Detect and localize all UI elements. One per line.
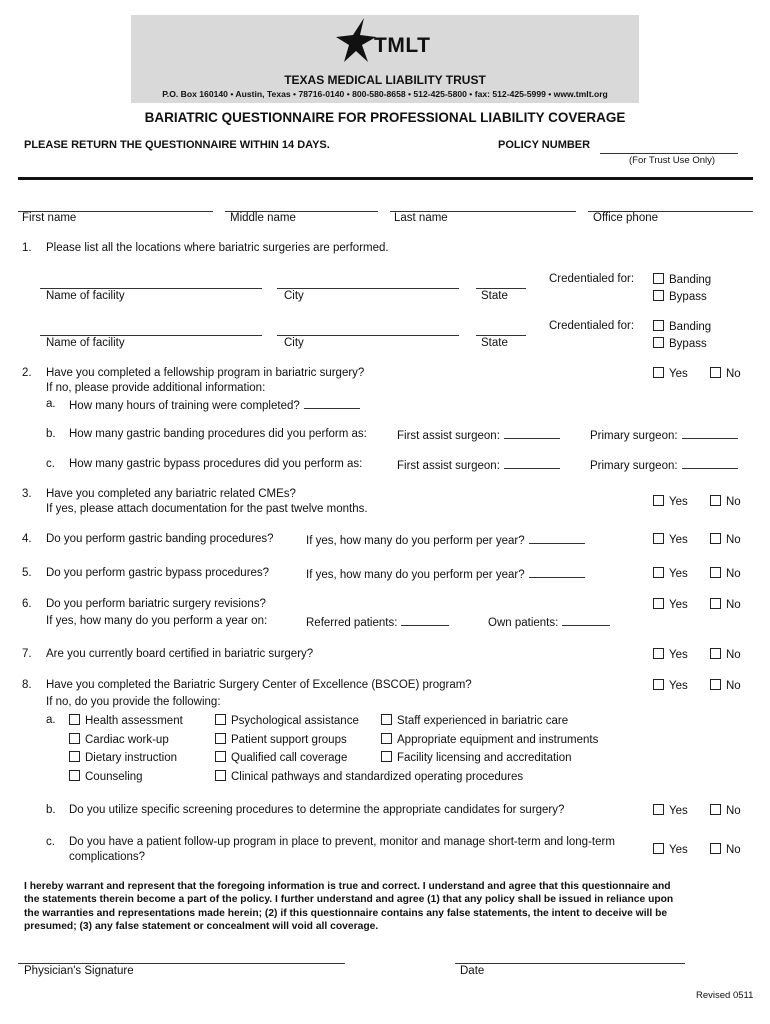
q8b-yes-option[interactable]: Yes xyxy=(653,804,688,817)
q4-follow: If yes, how many do you perform per year? xyxy=(306,533,585,547)
q8-sub: If no, do you provide the following: xyxy=(46,696,221,708)
q6-own-field[interactable] xyxy=(562,615,610,626)
bypass-1-option[interactable]: Bypass xyxy=(653,290,707,303)
q1-text: Please list all the locations where bariatric surgeries are performed. xyxy=(46,242,389,254)
policy-number-field[interactable] xyxy=(600,153,738,154)
counseling-checkbox[interactable] xyxy=(69,770,80,781)
option-staff-experienced[interactable]: Staff experienced in bariatric care xyxy=(381,714,568,727)
q5-yes-option[interactable]: Yes xyxy=(653,567,688,580)
q5-text: Do you perform gastric bypass procedures? xyxy=(46,567,270,579)
q6-yes-option[interactable]: Yes xyxy=(653,598,688,611)
q3-number: 3. xyxy=(22,488,32,500)
q8c-no-checkbox[interactable] xyxy=(710,843,721,854)
q8c-letter: c. xyxy=(46,836,55,848)
option-appropriate-equipment[interactable]: Appropriate equipment and instruments xyxy=(381,733,598,746)
q6-no-checkbox[interactable] xyxy=(710,598,721,609)
q6-referred: Referred patients: xyxy=(306,615,449,629)
banding-2-option[interactable]: Banding xyxy=(653,320,711,333)
state-2-label: State xyxy=(481,337,508,349)
q2b-primary-field[interactable] xyxy=(682,428,738,439)
state-2-field[interactable] xyxy=(476,335,526,336)
credentialed-2-label: Credentialed for: xyxy=(549,320,635,332)
appropriate-equipment-checkbox[interactable] xyxy=(381,733,392,744)
qualified-call-coverage-checkbox[interactable] xyxy=(215,751,226,762)
q2b-first-assist-field[interactable] xyxy=(504,428,560,439)
option-qualified-call-coverage[interactable]: Qualified call coverage xyxy=(215,751,347,764)
state-1-field[interactable] xyxy=(476,288,526,289)
warranty-line: I hereby warrant and represent that the foregoing information is true and correct. I understand and agree that this questionnaire and xyxy=(24,881,671,892)
q2-yes-checkbox[interactable] xyxy=(653,367,664,378)
q6-own: Own patients: xyxy=(488,615,610,629)
option-dietary-instruction[interactable]: Dietary instruction xyxy=(69,751,177,764)
letterhead xyxy=(131,15,639,103)
q7-no-checkbox[interactable] xyxy=(710,648,721,659)
q2-sub: If no, please provide additional information: xyxy=(46,382,266,394)
q2c-primary-field[interactable] xyxy=(682,458,738,469)
q6-text: Do you perform bariatric surgery revisions? xyxy=(46,598,266,610)
logo-text: TMLT xyxy=(374,34,431,57)
q6-number: 6. xyxy=(22,598,32,610)
org-address: P.O. Box 160140 • Austin, Texas • 78716-0140 • 800-580-8658 • 512-425-5800 • fax: 512-425-5999 • www.tmlt.org xyxy=(162,89,608,99)
bypass-1-checkbox[interactable] xyxy=(653,290,664,301)
q2b-letter: b. xyxy=(46,428,56,440)
q8b-yes-checkbox[interactable] xyxy=(653,804,664,815)
banding-1-option[interactable]: Banding xyxy=(653,273,711,286)
physician-signature-label: Physician's Signature xyxy=(24,965,134,977)
warranty-line: the statements therein become a part of the policy. I further understand and agree (1) that any policy shall be issued in reliance upon xyxy=(24,894,674,906)
q8c-text-line2: complications? xyxy=(69,851,146,863)
office-phone-label: Office phone xyxy=(593,212,659,224)
q3-no-option[interactable]: No xyxy=(710,495,741,508)
q2c-text: How many gastric bypass procedures did you perform as: xyxy=(69,458,363,470)
q4-no-option[interactable]: No xyxy=(710,533,741,546)
q2a-letter: a. xyxy=(46,398,56,410)
clinical-pathways-checkbox[interactable] xyxy=(215,770,226,781)
physician-signature-field[interactable] xyxy=(18,963,345,964)
q8c-no-option[interactable]: No xyxy=(710,843,741,856)
q8b-letter: b. xyxy=(46,804,56,816)
q7-number: 7. xyxy=(22,648,32,660)
credentialed-1-label: Credentialed for: xyxy=(549,273,635,285)
q2c-primary: Primary surgeon: xyxy=(590,458,738,472)
q8-number: 8. xyxy=(22,679,32,691)
q8-text: Have you completed the Bariatric Surgery Center of Excellence (BSCOE) program? xyxy=(46,679,472,691)
q2-no-option[interactable]: No xyxy=(710,367,741,380)
bypass-2-option[interactable]: Bypass xyxy=(653,337,707,350)
state-1-label: State xyxy=(481,290,508,302)
q2a-item: How many hours of training were completed? xyxy=(69,398,360,412)
option-cardiac-work-up[interactable]: Cardiac work-up xyxy=(69,733,169,746)
option-health-assessment[interactable]: Health assessment xyxy=(69,714,183,727)
facility-1-field[interactable] xyxy=(40,288,262,289)
q8-no-checkbox[interactable] xyxy=(710,679,721,690)
city-2-label: City xyxy=(284,337,304,349)
q2-no-checkbox[interactable] xyxy=(710,367,721,378)
patient-support-groups-checkbox[interactable] xyxy=(215,733,226,744)
facility-1-label: Name of facility xyxy=(46,290,125,302)
q4-text: Do you perform gastric banding procedures? xyxy=(46,533,274,545)
q3-no-checkbox[interactable] xyxy=(710,495,721,506)
middle-name-label: Middle name xyxy=(230,212,296,224)
last-name-label: Last name xyxy=(394,212,448,224)
q8-yes-option[interactable]: Yes xyxy=(653,679,688,692)
q4-number: 4. xyxy=(22,533,32,545)
staff-experienced-checkbox[interactable] xyxy=(381,714,392,725)
q6-sub: If yes, how many do you perform a year on: xyxy=(46,615,268,627)
q7-yes-option[interactable]: Yes xyxy=(653,648,688,661)
q2b-first-assist: First assist surgeon: xyxy=(397,428,560,442)
header-divider xyxy=(18,177,753,180)
q2-text: Have you completed a fellowship program in bariatric surgery? xyxy=(46,367,365,379)
q4-count-field[interactable] xyxy=(529,533,585,544)
q7-no-option[interactable]: No xyxy=(710,648,741,661)
form-title: BARIATRIC QUESTIONNAIRE FOR PROFESSIONAL LIABILITY COVERAGE xyxy=(144,110,626,125)
q8a-letter: a. xyxy=(46,714,56,726)
q8c-yes-checkbox[interactable] xyxy=(653,843,664,854)
q2a-field[interactable] xyxy=(304,398,360,409)
q3-text: Have you completed any bariatric related CMEs? xyxy=(46,488,296,500)
date-label: Date xyxy=(460,965,485,977)
banding-2-checkbox[interactable] xyxy=(653,320,664,331)
warranty-statement xyxy=(24,880,746,934)
q4-yes-option[interactable]: Yes xyxy=(653,533,688,546)
psychological-assistance-checkbox[interactable] xyxy=(215,714,226,725)
q5-number: 5. xyxy=(22,567,32,579)
q3-yes-option[interactable]: Yes xyxy=(653,495,688,508)
q2b-primary: Primary surgeon: xyxy=(590,428,738,442)
option-clinical-pathways[interactable]: Clinical pathways and standardized operating procedures xyxy=(215,770,523,783)
return-notice: PLEASE RETURN THE QUESTIONNAIRE WITHIN 14 DAYS. xyxy=(24,139,330,151)
option-facility-licensing[interactable]: Facility licensing and accreditation xyxy=(381,751,572,764)
q5-no-checkbox[interactable] xyxy=(710,567,721,578)
q5-no-option[interactable]: No xyxy=(710,567,741,580)
facility-licensing-checkbox[interactable] xyxy=(381,751,392,762)
cardiac-work-up-checkbox[interactable] xyxy=(69,733,80,744)
first-name-label: First name xyxy=(22,212,77,224)
q3-yes-checkbox[interactable] xyxy=(653,495,664,506)
q8c-text-line1: Do you have a patient follow-up program in place to prevent, monitor and manage short-term and long-term xyxy=(69,836,615,848)
q6-yes-checkbox[interactable] xyxy=(653,598,664,609)
health-assessment-checkbox[interactable] xyxy=(69,714,80,725)
q4-no-checkbox[interactable] xyxy=(710,533,721,544)
q5-yes-checkbox[interactable] xyxy=(653,567,664,578)
option-psychological-assistance[interactable]: Psychological assistance xyxy=(215,714,359,727)
policy-number-label: POLICY NUMBER xyxy=(498,139,591,151)
org-name: TEXAS MEDICAL LIABILITY TRUST xyxy=(284,73,486,87)
q2b-text: How many gastric banding procedures did you perform as: xyxy=(69,428,367,440)
q1-number: 1. xyxy=(22,242,32,254)
option-counseling[interactable]: Counseling xyxy=(69,770,143,783)
bypass-2-checkbox[interactable] xyxy=(653,337,664,348)
q6-referred-field[interactable] xyxy=(401,615,449,626)
q5-count-field[interactable] xyxy=(529,567,585,578)
q6-no-option[interactable]: No xyxy=(710,598,741,611)
banding-1-checkbox[interactable] xyxy=(653,273,664,284)
city-1-field[interactable] xyxy=(277,288,459,289)
q2c-letter: c. xyxy=(46,458,55,470)
q8-yes-checkbox[interactable] xyxy=(653,679,664,690)
city-2-field[interactable] xyxy=(277,335,459,336)
facility-2-field[interactable] xyxy=(40,335,262,336)
date-field[interactable] xyxy=(455,963,685,964)
option-patient-support-groups[interactable]: Patient support groups xyxy=(215,733,347,746)
facility-2-label: Name of facility xyxy=(46,337,125,349)
q7-yes-checkbox[interactable] xyxy=(653,648,664,659)
q2c-first-assist: First assist surgeon: xyxy=(397,458,560,472)
revision-note: Revised 0511 xyxy=(696,990,754,1001)
q8b-no-checkbox[interactable] xyxy=(710,804,721,815)
q7-text: Are you currently board certified in bariatric surgery? xyxy=(46,648,314,660)
q4-yes-checkbox[interactable] xyxy=(653,533,664,544)
warranty-line: presumed; (3) any false statement or concealment will void all coverage. xyxy=(24,921,379,933)
q8-no-option[interactable]: No xyxy=(710,679,741,692)
dietary-instruction-checkbox[interactable] xyxy=(69,751,80,762)
q2-number: 2. xyxy=(22,367,32,379)
q8b-no-option[interactable]: No xyxy=(710,804,741,817)
q2-yes-option[interactable]: Yes xyxy=(653,367,688,380)
q8c-yes-option[interactable]: Yes xyxy=(653,843,688,856)
q3-sub: If yes, please attach documentation for the past twelve months. xyxy=(46,503,368,515)
tmlt-star-logo-icon xyxy=(336,18,376,62)
city-1-label: City xyxy=(284,290,304,302)
q8b-text: Do you utilize specific screening procedures to determine the appropriate candidates for surgery? xyxy=(69,804,565,816)
trust-use-note: (For Trust Use Only) xyxy=(629,155,716,166)
q5-follow: If yes, how many do you perform per year? xyxy=(306,567,585,581)
warranty-line: the warranties and representations made herein; (2) if this questionnaire contains any false statements, the intent to deceive will be xyxy=(24,907,668,919)
q2c-first-assist-field[interactable] xyxy=(504,458,560,469)
